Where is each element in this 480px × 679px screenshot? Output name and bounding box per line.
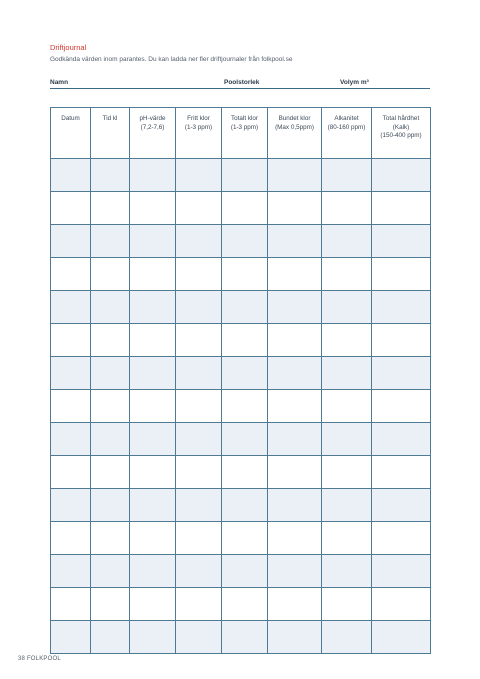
- table-cell: [130, 423, 176, 456]
- table-row: [51, 291, 431, 324]
- table-cell: [372, 258, 431, 291]
- table-cell: [176, 390, 222, 423]
- table-cell: [176, 159, 222, 192]
- table-row: [51, 489, 431, 522]
- table-cell: [91, 522, 130, 555]
- table-cell: [372, 225, 431, 258]
- table-row: [51, 357, 431, 390]
- table-cell: [322, 258, 372, 291]
- journal-subtitle: Godkända värden inom parantes. Du kan ladda ner fler driftjournaler från folkpool.se: [50, 56, 293, 63]
- table-cell: [176, 621, 222, 654]
- table-cell: [91, 456, 130, 489]
- table-cell: [130, 357, 176, 390]
- table-cell: [268, 291, 322, 324]
- table-cell: [91, 258, 130, 291]
- page-footer: 38 FOLKPOOL: [18, 656, 61, 662]
- table-cell: [268, 324, 322, 357]
- table-cell: [372, 621, 431, 654]
- table-cell: [176, 588, 222, 621]
- table-cell: [322, 522, 372, 555]
- table-cell: [51, 555, 91, 588]
- table-cell: [222, 390, 268, 423]
- table-cell: [372, 159, 431, 192]
- table-cell: [91, 357, 130, 390]
- table-cell: [130, 621, 176, 654]
- table-cell: [176, 324, 222, 357]
- table-cell: [322, 489, 372, 522]
- table-cell: [176, 423, 222, 456]
- table-cell: [130, 522, 176, 555]
- table-cell: [91, 159, 130, 192]
- table-cell: [322, 621, 372, 654]
- table-cell: [91, 390, 130, 423]
- table-cell: [91, 588, 130, 621]
- table-row: [51, 192, 431, 225]
- table-cell: [91, 555, 130, 588]
- table-cell: [322, 423, 372, 456]
- table-row: [51, 159, 431, 192]
- header-free-chlorine: Fritt klor (1-3 ppm): [176, 108, 222, 159]
- table-cell: [222, 456, 268, 489]
- header-combined-chlorine: Bundet klor (Max 0,5ppm): [268, 108, 322, 159]
- table-cell: [372, 456, 431, 489]
- table-row: [51, 390, 431, 423]
- table-cell: [372, 588, 431, 621]
- table-body: [51, 159, 431, 654]
- table-cell: [372, 522, 431, 555]
- table-cell: [372, 423, 431, 456]
- table-cell: [222, 588, 268, 621]
- table-cell: [51, 357, 91, 390]
- pool-size-label: Poolstorlek: [224, 79, 260, 86]
- table-row: [51, 588, 431, 621]
- table-cell: [130, 555, 176, 588]
- table-cell: [51, 324, 91, 357]
- table-cell: [51, 390, 91, 423]
- table-cell: [268, 258, 322, 291]
- table-cell: [372, 291, 431, 324]
- operation-log-table: [50, 107, 431, 654]
- table-cell: [268, 522, 322, 555]
- header-ph: pH-värde (7,2-7,6): [130, 108, 176, 159]
- table-cell: [222, 423, 268, 456]
- table-cell: [322, 456, 372, 489]
- table-row: [51, 258, 431, 291]
- header-total-hardness: Total hårdhet (Kalk) (150-400 ppm): [372, 108, 431, 159]
- header-time: Tid kl: [91, 108, 130, 159]
- table-cell: [268, 621, 322, 654]
- journal-title: Driftjournal: [50, 43, 87, 52]
- table-cell: [222, 357, 268, 390]
- header-total-chlorine: Totalt klor (1-3 ppm): [222, 108, 268, 159]
- table-cell: [51, 192, 91, 225]
- table-cell: [372, 192, 431, 225]
- table-cell: [222, 225, 268, 258]
- table-cell: [91, 489, 130, 522]
- table-cell: [91, 192, 130, 225]
- table-cell: [130, 159, 176, 192]
- table-cell: [176, 522, 222, 555]
- table-cell: [130, 192, 176, 225]
- table-cell: [268, 489, 322, 522]
- table-row: [51, 522, 431, 555]
- table-cell: [130, 324, 176, 357]
- table-cell: [372, 357, 431, 390]
- table-cell: [130, 291, 176, 324]
- table-cell: [268, 555, 322, 588]
- table-cell: [176, 192, 222, 225]
- table-row: [51, 555, 431, 588]
- table-cell: [322, 192, 372, 225]
- table-cell: [268, 588, 322, 621]
- table-cell: [130, 258, 176, 291]
- table-cell: [322, 324, 372, 357]
- table-cell: [51, 159, 91, 192]
- table-cell: [222, 621, 268, 654]
- table-cell: [222, 192, 268, 225]
- table-cell: [372, 489, 431, 522]
- table-cell: [51, 291, 91, 324]
- table-cell: [372, 324, 431, 357]
- table-cell: [176, 291, 222, 324]
- table-cell: [51, 588, 91, 621]
- table-cell: [322, 555, 372, 588]
- volume-label: Volym m³: [340, 79, 369, 86]
- table-cell: [176, 357, 222, 390]
- table-cell: [322, 357, 372, 390]
- table-cell: [130, 456, 176, 489]
- table-cell: [268, 357, 322, 390]
- table-cell: [268, 225, 322, 258]
- table-row: [51, 423, 431, 456]
- table-cell: [91, 324, 130, 357]
- table-cell: [51, 225, 91, 258]
- table-cell: [222, 159, 268, 192]
- table-cell: [51, 456, 91, 489]
- table-row: [51, 225, 431, 258]
- table-cell: [222, 489, 268, 522]
- header-date: Datum: [51, 108, 91, 159]
- table-row: [51, 456, 431, 489]
- table-cell: [176, 456, 222, 489]
- table-cell: [268, 423, 322, 456]
- table-cell: [322, 159, 372, 192]
- header-alkalinity: Alkanitet (80-160 ppm): [322, 108, 372, 159]
- table-cell: [322, 390, 372, 423]
- table-cell: [372, 555, 431, 588]
- table-cell: [51, 258, 91, 291]
- table-cell: [222, 291, 268, 324]
- table-cell: [176, 258, 222, 291]
- table-cell: [130, 390, 176, 423]
- table-cell: [51, 522, 91, 555]
- table-cell: [130, 489, 176, 522]
- table-row: [51, 621, 431, 654]
- meta-fields-row: [50, 78, 430, 89]
- table-cell: [91, 423, 130, 456]
- table-cell: [91, 621, 130, 654]
- table-cell: [130, 588, 176, 621]
- table-cell: [222, 258, 268, 291]
- table-cell: [51, 489, 91, 522]
- table-cell: [322, 225, 372, 258]
- table-cell: [130, 225, 176, 258]
- table-cell: [268, 390, 322, 423]
- table-cell: [268, 456, 322, 489]
- table-cell: [222, 555, 268, 588]
- table-cell: [222, 522, 268, 555]
- table-row: [51, 324, 431, 357]
- table-cell: [268, 159, 322, 192]
- table-cell: [322, 588, 372, 621]
- table-header-row: [51, 108, 431, 159]
- name-label: Namn: [50, 79, 69, 86]
- table-cell: [176, 555, 222, 588]
- table-cell: [91, 291, 130, 324]
- table-cell: [322, 291, 372, 324]
- table-cell: [176, 489, 222, 522]
- table-cell: [176, 225, 222, 258]
- table-cell: [372, 390, 431, 423]
- table-cell: [268, 192, 322, 225]
- table-cell: [222, 324, 268, 357]
- table-cell: [51, 621, 91, 654]
- table-cell: [51, 423, 91, 456]
- table-cell: [91, 225, 130, 258]
